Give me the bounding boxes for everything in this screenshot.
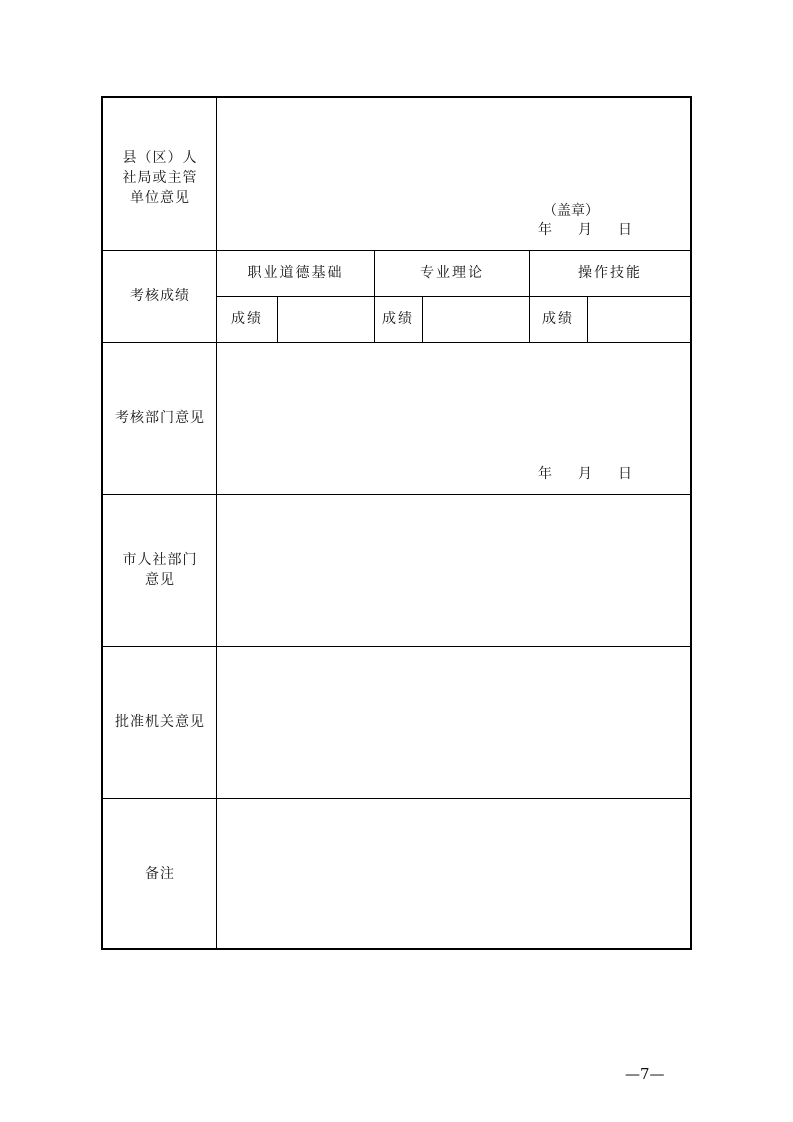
county-opinion-label-line-1: 县（区）人	[122, 150, 198, 166]
city-hr-opinion-label-line-2: 意见	[145, 572, 175, 588]
row-divider-4	[103, 646, 690, 647]
header-professional-theory: 专业理论	[420, 265, 484, 281]
header-professional-ethics: 职业道德基础	[247, 265, 344, 281]
seal-text: （盖章）	[543, 203, 599, 219]
approval-authority-opinion-label: 批准机关意见	[115, 714, 205, 730]
county-opinion-label	[103, 148, 217, 208]
row-divider-5	[103, 798, 690, 799]
county-date-month: 月	[578, 222, 592, 238]
row-divider-2	[103, 342, 690, 343]
score-label-skills: 成绩	[542, 311, 574, 327]
county-date-year: 年	[538, 222, 552, 238]
assessment-date-month: 月	[578, 466, 592, 482]
assessment-date-day: 日	[618, 466, 632, 482]
row-divider-1	[103, 250, 690, 251]
city-hr-opinion-label	[103, 550, 217, 590]
city-hr-opinion-label-line-1: 市人社部门	[122, 552, 198, 568]
assessment-dept-opinion-label: 考核部门意见	[115, 410, 205, 426]
score-sub-divider-2	[422, 296, 423, 342]
score-header-divider	[216, 296, 690, 297]
county-opinion-label-line-3: 单位意见	[130, 190, 190, 206]
assessment-date-year: 年	[538, 466, 552, 482]
assessment-score-label: 考核成绩	[130, 288, 190, 304]
county-date-day: 日	[618, 222, 632, 238]
page-number: —7—	[625, 1065, 665, 1083]
score-sub-divider-3	[587, 296, 588, 342]
opinion-form-table	[101, 96, 692, 950]
score-label-ethics: 成绩	[231, 311, 263, 327]
score-label-theory: 成绩	[382, 311, 414, 327]
label-column-divider	[216, 98, 217, 948]
row-divider-3	[103, 494, 690, 495]
header-operating-skills: 操作技能	[578, 265, 642, 281]
remarks-label: 备注	[145, 866, 175, 882]
county-opinion-label-line-2: 社局或主管	[122, 170, 198, 186]
score-sub-divider-1	[277, 296, 278, 342]
